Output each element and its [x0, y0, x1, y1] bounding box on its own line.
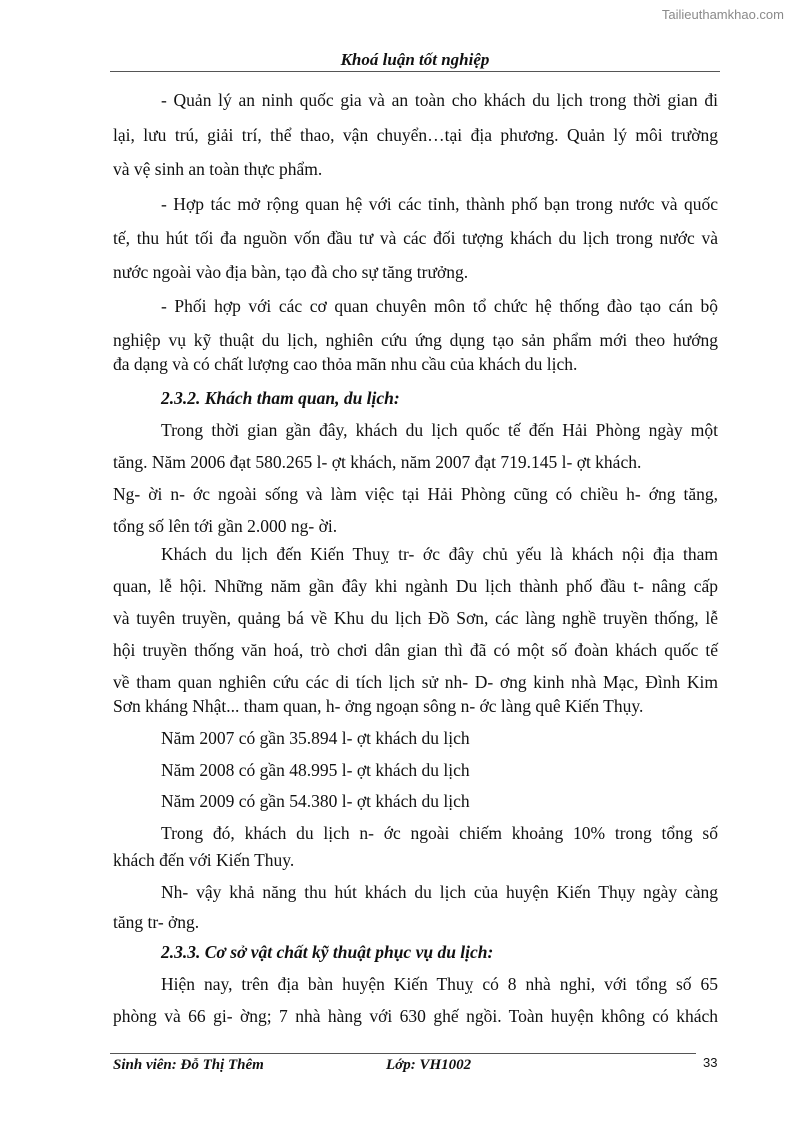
text-line: tổng số lên tới gần 2.000 ng- ời.: [113, 516, 338, 536]
text-line: nghiệp vụ kỹ thuật du lịch, nghiên cứu ứng dụng tạo sản phẩm mới theo hướng: [113, 330, 718, 350]
text-line: Năm 2007 có gần 35.894 l- ợt khách du lịch: [161, 728, 470, 748]
footer-class-code: Lớp: VH1002: [386, 1057, 472, 1073]
text-line: Năm 2009 có gần 54.380 l- ợt khách du lịch: [161, 791, 470, 811]
text-line: Khách du lịch đến Kiến Thuỵ tr- ớc đây chủ yếu là khách nội địa tham: [161, 544, 718, 564]
text-line: tăng. Năm 2006 đạt 580.265 l- ợt khách, năm 2007 đạt 719.145 l- ợt khách.: [113, 452, 642, 472]
text-line: hội truyền thống văn hoá, trò chơi dân gian thì đã có một số đoàn khách quốc tế: [113, 640, 718, 660]
text-line: - Hợp tác mở rộng quan hệ với các tỉnh, thành phố bạn trong nước và quốc: [161, 194, 718, 214]
text-line: và tuyên truyền, quảng bá về Khu du lịch Đồ Sơn, các làng nghề truyền thống, lễ: [113, 608, 718, 628]
text-line: Sơn kháng Nhật... tham quan, h- ởng ngoạn sông n- ớc làng quê Kiến Thụy.: [113, 696, 644, 716]
text-line: - Phối hợp với các cơ quan chuyên môn tổ chức hệ thống đào tạo cán bộ: [161, 296, 718, 316]
text-line: và vệ sinh an toàn thực phẩm.: [113, 159, 323, 179]
text-line: - Quản lý an ninh quốc gia và an toàn cho khách du lịch trong thời gian đi: [161, 90, 718, 110]
text-line: phòng và 66 gi- ờng; 7 nhà hàng với 630 ghế ngồi. Toàn huyện không có khách: [113, 1006, 718, 1026]
page-header-title: Khoá luận tốt nghiệp: [340, 50, 490, 69]
text-line: Hiện nay, trên địa bàn huyện Kiến Thuỵ có 8 nhà nghỉ, với tổng số 65: [161, 974, 718, 994]
text-line: Nh- vậy khả năng thu hút khách du lịch của huyện Kiến Thụy ngày càng: [161, 882, 718, 902]
text-line: Trong đó, khách du lịch n- ớc ngoài chiếm khoảng 10% trong tổng số: [161, 823, 718, 843]
text-line: Trong thời gian gần đây, khách du lịch quốc tế đến Hải Phòng ngày một: [161, 420, 718, 440]
text-line: khách đến với Kiến Thuy.: [113, 850, 295, 870]
text-line: nước ngoài vào địa bàn, tạo đà cho sự tăng trưởng.: [113, 262, 469, 282]
text-line: Ng- ời n- ớc ngoài sống và làm việc tại Hải Phòng cũng có chiều h- ớng tăng,: [113, 484, 718, 504]
text-line: Năm 2008 có gần 48.995 l- ợt khách du lịch: [161, 760, 470, 780]
text-line: về tham quan nghiên cứu các di tích lịch sử nh- D- ơng kinh nhà Mạc, Đình Kim: [113, 672, 718, 692]
text-line: đa dạng và có chất lượng cao thỏa mãn nhu cầu của khách du lịch.: [113, 354, 578, 374]
section-heading: 2.3.2. Khách tham quan, du lịch:: [161, 388, 400, 408]
section-heading: 2.3.3. Cơ sở vật chất kỹ thuật phục vụ du lịch:: [161, 942, 494, 962]
header-divider: [110, 71, 720, 72]
text-line: tế, thu hút tối đa nguồn vốn đầu tư và các đối tượng khách du lịch trong nước và: [113, 228, 718, 248]
text-line: tăng tr- ởng.: [113, 912, 200, 932]
footer-divider: [110, 1053, 696, 1054]
watermark: Tailieuthamkhao.com: [661, 7, 784, 22]
text-line: quan, lễ hội. Những năm gần đây khi ngành Du lịch thành phố đầu t- nâng cấp: [113, 576, 718, 596]
text-line: lại, lưu trú, giải trí, thể thao, vận chuyển…tại địa phương. Quản lý môi trường: [113, 125, 718, 145]
footer-student-name: Sinh viên: Đỗ Thị Thêm: [113, 1057, 264, 1073]
page-number: 33: [703, 1055, 718, 1070]
